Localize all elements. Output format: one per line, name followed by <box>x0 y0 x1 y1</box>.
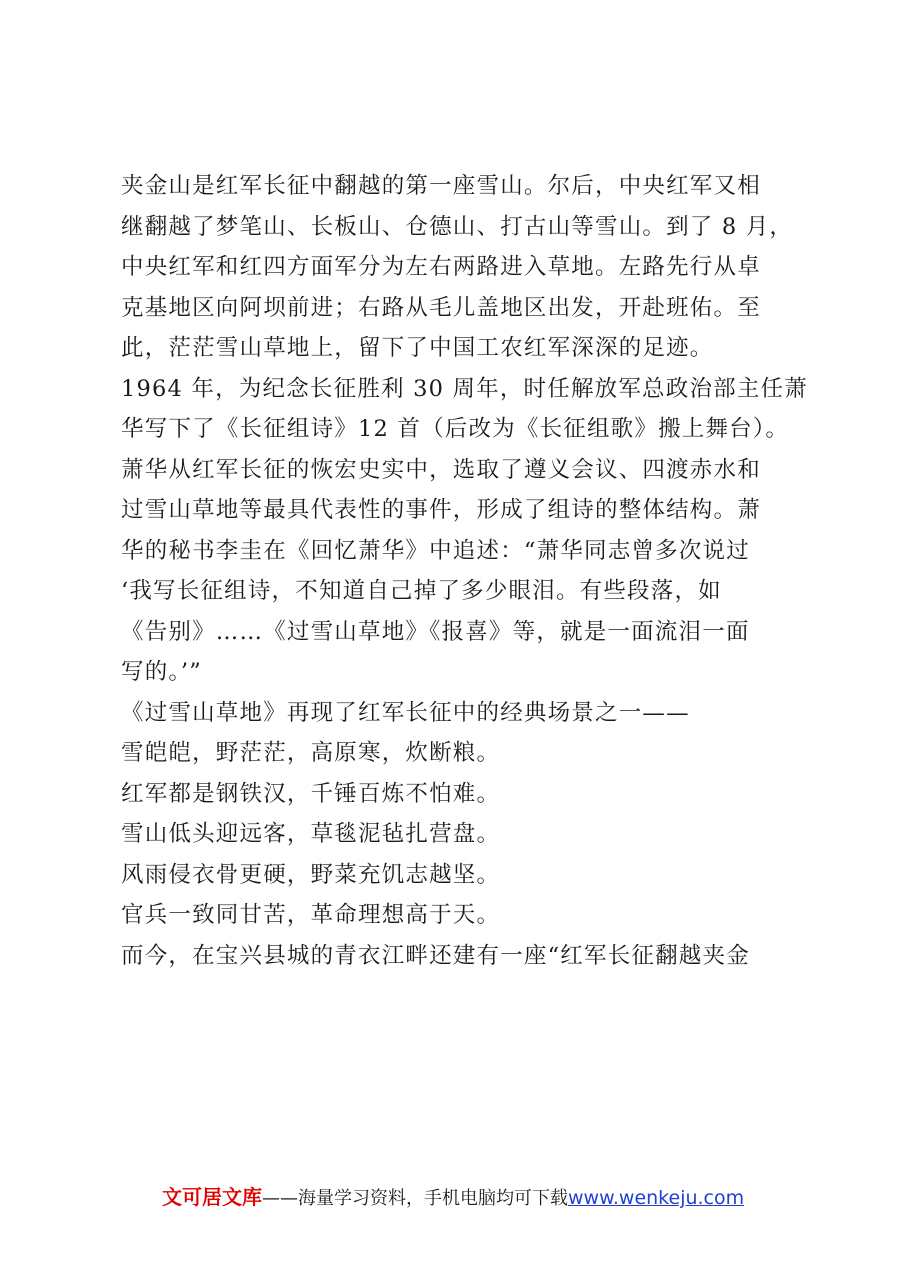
text-line: 此，茫茫雪山草地上，留下了中国工农红军深深的足迹。 <box>121 335 714 361</box>
text-line: 《告别》……《过雪山草地》《报喜》等，就是一面流泪一面 <box>121 618 750 645</box>
text-line: 过雪山草地等最具代表性的事件，形成了组诗的整体结构。萧 <box>121 497 761 523</box>
text-line: 1964 年，为纪念长征胜利 30 周年，时任解放军总政治部主任萧 <box>121 375 808 402</box>
text-line: 萧华从红军长征的恢宏史实中，选取了遵义会议、四渡赤水和 <box>121 456 761 483</box>
text-line: 《过雪山草地》再现了红军长征中的经典场景之一—— <box>121 699 690 726</box>
page-footer <box>162 1181 744 1210</box>
poem-line: 雪皑皑，野茫茫，高原寒，炊断粮。 <box>121 740 501 766</box>
text-line: 中央红军和红四方面军分为左右两路进入草地。左路先行从卓 <box>121 254 761 280</box>
text-line: 克基地区向阿坝前进；右路从毛儿盖地区出发，开赴班佑。至 <box>121 294 761 321</box>
website-link[interactable]: www.wenkeju.com <box>568 1187 745 1209</box>
text-line: 写的。’” <box>121 659 202 685</box>
poem-line: 官兵一致同甘苦，革命理想高于天。 <box>121 902 501 928</box>
brand-name: 文可居文库 <box>162 1185 262 1209</box>
text-line: ‘我写长征组诗，不知道自己掉了多少眼泪。有些段落，如 <box>121 578 722 604</box>
text-line: 而今，在宝兴县城的青衣江畔还建有一座“红军长征翻越夹金 <box>121 942 750 969</box>
text-line: 华写下了《长征组诗》12 首（后改为《长征组歌》搬上舞台）。 <box>121 416 790 442</box>
text-line: 继翻越了梦笔山、长板山、仓德山、打古山等雪山。到了 8 月， <box>121 213 794 240</box>
poem-line: 风雨侵衣骨更硬，野菜充饥志越坚。 <box>121 861 501 888</box>
poem-line: 红军都是钢铁汉，千锤百炼不怕难。 <box>121 780 501 807</box>
poem-line: 雪山低头迎远客，草毯泥毡扎营盘。 <box>121 821 501 847</box>
text-line: 夹金山是红军长征中翻越的第一座雪山。尔后，中央红军又相 <box>121 173 761 199</box>
body-text <box>121 166 811 976</box>
text-line: 华的秘书李圭在《回忆萧华》中追述：“萧华同志曾多次说过 <box>121 537 750 564</box>
footer-tagline: ——海量学习资料，手机电脑均可下载 <box>262 1188 568 1209</box>
